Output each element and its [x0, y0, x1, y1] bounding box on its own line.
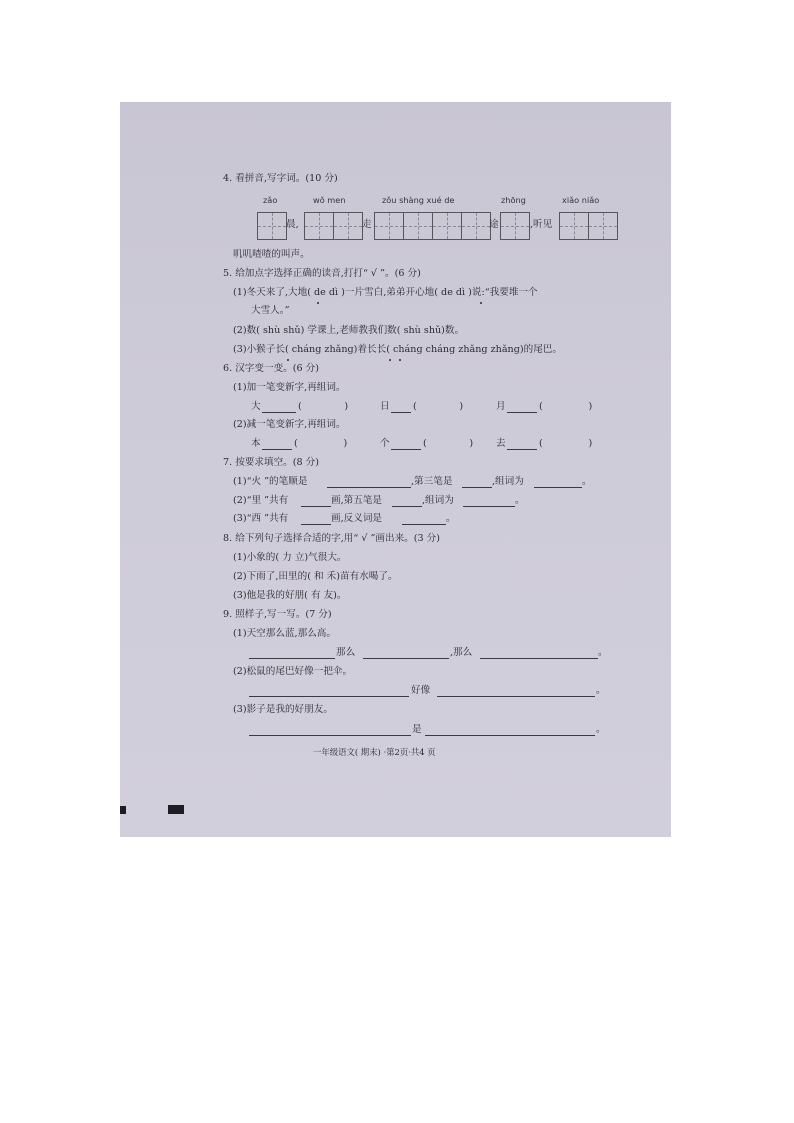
- answer-blank[interactable]: [437, 695, 595, 697]
- q7-item-1-a: (1)“火 ”的笔顺是: [233, 476, 308, 487]
- answer-blank[interactable]: [363, 657, 449, 659]
- q9-fill-3-a: 是: [412, 724, 422, 735]
- writing-box-women[interactable]: [304, 212, 363, 240]
- q9-fill-1-b: ,那么: [450, 647, 473, 658]
- answer-blank[interactable]: [534, 486, 582, 488]
- q7-item-3-a: (3)“西 ”共有: [233, 513, 289, 524]
- answer-blank[interactable]: [249, 734, 411, 736]
- answer-blank[interactable]: [463, 505, 515, 507]
- q6-char-da: 大: [251, 401, 261, 412]
- pinyin-zoushangxuede: zǒu shàng xué de: [382, 195, 455, 205]
- q7-item-3-c: 。: [446, 513, 456, 524]
- scan-mark: [120, 806, 126, 814]
- writing-box-xiaoniao[interactable]: [559, 212, 618, 240]
- answer-blank[interactable]: [391, 448, 421, 450]
- q6-char-ben: 本: [251, 438, 261, 449]
- emphasis-dot: [480, 302, 482, 304]
- q9-example-2: (2)松鼠的尾巴好像一把伞。: [233, 666, 353, 677]
- answer-blank[interactable]: [462, 486, 492, 488]
- emphasis-dot: [389, 359, 391, 361]
- answer-blank[interactable]: [507, 411, 537, 413]
- q7-item-1-c: ,组词为: [492, 476, 524, 487]
- pinyin-xiaoniao: xiǎo niǎo: [562, 195, 600, 205]
- q6-char-ri: 日: [380, 401, 390, 412]
- q9-example-1: (1)天空那么蓝,那么高。: [233, 628, 336, 639]
- word-tu: 途: [489, 219, 499, 230]
- q6-char-ge: 个: [380, 438, 390, 449]
- answer-blank[interactable]: [301, 523, 331, 525]
- pinyin-zao: zǎo: [263, 195, 278, 205]
- q9-title: 9. 照样子,写一写。(7 分): [223, 609, 332, 620]
- q6-title: 6. 汉字变一变。(6 分): [223, 363, 319, 374]
- q7-item-1-b: ,第三笔是: [411, 476, 453, 487]
- q8-item-3: (3)他是我的好朋( 有 友)。: [233, 590, 347, 601]
- q5-title: 5. 给加点字选择正确的读音,打打“ √ ”。(6 分): [223, 268, 421, 279]
- answer-blank[interactable]: [249, 695, 409, 697]
- q7-item-2-a: (2)“里 ”共有: [233, 495, 289, 506]
- q8-item-2: (2)下雨了,田里的( 和 禾)苗有水喝了。: [233, 571, 398, 582]
- q4-tail: 叽叽喳喳的叫声。: [233, 249, 310, 260]
- answer-blank[interactable]: [507, 448, 537, 450]
- answer-blank[interactable]: [480, 657, 598, 659]
- answer-blank[interactable]: [249, 657, 335, 659]
- q6-char-yue: 月: [496, 401, 506, 412]
- q7-item-1-d: 。: [582, 476, 592, 487]
- answer-blank[interactable]: [262, 411, 296, 413]
- q9-fill-1-a: 那么: [336, 647, 356, 658]
- q9-fill-2-b: 。: [596, 685, 606, 696]
- page-footer: 一年级语文( 期末) ·第2页·共4 页: [313, 747, 436, 757]
- q5-item-2: (2)数( shù shǔ) 学课上,老师教我们数( shù shǔ)数。: [233, 325, 465, 336]
- pinyin-zhong: zhōng: [501, 195, 526, 205]
- paren: ( ): [423, 438, 474, 449]
- answer-blank[interactable]: [301, 505, 331, 507]
- writing-box-zhong[interactable]: [500, 212, 530, 240]
- q9-fill-3-b: 。: [596, 724, 606, 735]
- word-chen: 晨,: [286, 219, 299, 230]
- q9-fill-1-c: 。: [598, 647, 608, 658]
- q6-char-qu: 去: [496, 438, 506, 449]
- answer-blank[interactable]: [327, 486, 411, 488]
- q6-sub-1: (1)加一笔变新字,再组词。: [233, 382, 346, 393]
- q7-title: 7. 按要求填空。(8 分): [223, 457, 319, 468]
- word-zou: 走: [362, 219, 372, 230]
- pinyin-women: wǒ men: [313, 195, 346, 205]
- q5-item-3: (3)小猴子长( cháng zhǎng)着长长( cháng cháng zhǎng zhǎng)的尾巴。: [233, 344, 562, 355]
- paren: ( ): [539, 438, 593, 449]
- q8-title: 8. 给下列句子选择合适的字,用“ √ ”画出来。(3 分): [223, 533, 441, 544]
- answer-blank[interactable]: [392, 505, 422, 507]
- q7-item-3-b: 画,反义词是: [331, 513, 383, 524]
- exam-sheet: [120, 102, 671, 837]
- answer-blank[interactable]: [425, 734, 595, 736]
- emphasis-dot: [317, 302, 319, 304]
- paren: ( ): [294, 438, 348, 449]
- q8-item-1: (1)小象的( 力 立)气很大。: [233, 552, 347, 563]
- paren: ( ): [413, 401, 464, 412]
- q9-example-3: (3)影子是我的好朋友。: [233, 704, 333, 715]
- q7-item-2-c: ,组词为: [422, 495, 454, 506]
- q6-sub-2: (2)减一笔变新字,再组词。: [233, 419, 346, 430]
- answer-blank[interactable]: [402, 523, 446, 525]
- writing-box-zao[interactable]: [257, 212, 287, 240]
- emphasis-dot: [287, 359, 289, 361]
- q9-fill-2-a: 好像: [411, 685, 431, 696]
- emphasis-dot: [399, 359, 401, 361]
- scan-mark: [168, 805, 184, 814]
- q5-item-1-cont: 大雪人。”: [251, 305, 290, 316]
- paren: ( ): [298, 401, 349, 412]
- answer-blank[interactable]: [262, 448, 292, 450]
- q4-title: 4. 看拼音,写字词。(10 分): [223, 173, 338, 184]
- q7-item-2-d: 。: [515, 495, 525, 506]
- word-tingjian: ,听见: [530, 219, 553, 230]
- answer-blank[interactable]: [391, 411, 411, 413]
- q7-item-2-b: 画,第五笔是: [331, 495, 383, 506]
- paren: ( ): [539, 401, 593, 412]
- writing-box-zoushangxuede[interactable]: [374, 212, 491, 240]
- q5-item-1: (1)冬天来了,大地( de dì )一片雪白,弟弟开心地( de dì )说:“我要堆一个: [233, 287, 538, 298]
